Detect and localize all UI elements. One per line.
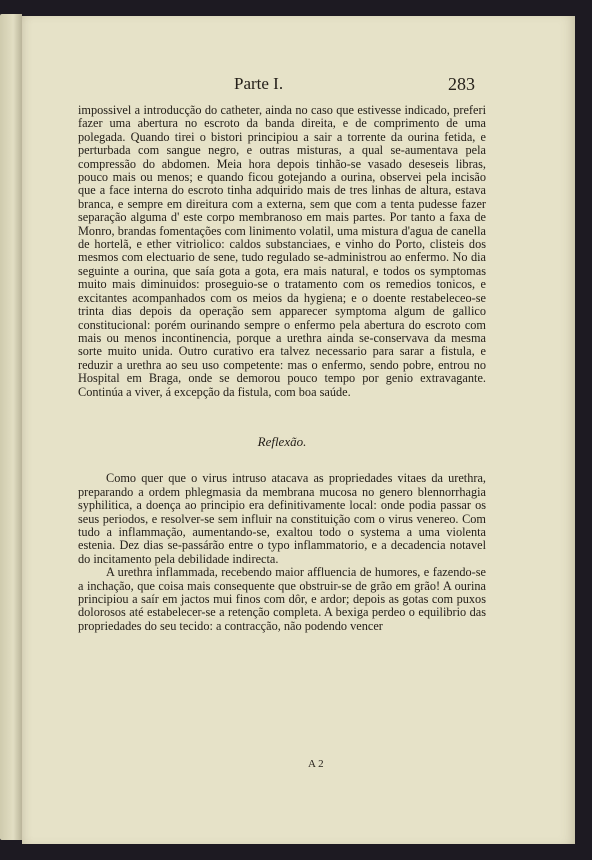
running-head: Parte I. xyxy=(234,74,284,93)
page-number: 283 xyxy=(448,74,475,94)
paragraph: impossivel a introducção do catheter, ainda no caso que estivesse indicado, preferi fazer uma abertura no escroto da banda direita, e de comprimento de uma polegada. Quando tirei o bistori principiou a sair a torrente da ourina fetida, e perturbada com sangue negro, e outras misturas, a qual se-aumentava pela compressão do abdomen. Meia hora depois tinhão-se vasado deseseis libras, pouco mais ou menos; e quando ficou gotejando a ourina, observei pela incisão que a face interna do escroto tinha adquirido mais de tres linhas de altura, estava branca, e sempre em direitura com a externa, sem que com a tenta pudesse fazer separação alguma d' este corpo membranoso em mais partes. Por tanto a faxa de Monro, brandas fomentações com linimento volatil, uma mistura d'agua de canella de hortelã, e ether vitriolico: caldos substanciaes, e vinho do Porto, clisteis dos mesmos com electuario de sene, tudo regulado se-administrou ao enfermo. No dia seguinte a ourina, que saía gota a gota, era mais natural, e todos os symptomas muito mais diminuidos: proseguio-se o tratamento com os remedios tonicos, e excitantes acompanhados com os meios da hygiena; e o doente restabeleceo-se trinta dias depois da operação sem apparecer symptoma algum de gallico constitucional: porém ourinando sempre o enfermo pela abertura do escroto com mais ou menos incontinencia, porque a urethra ainda se-conservava da mesma sorte muito unida. Outro curativo era talvez necessario para sarar a fistula, e reduzir a urethra ao seu uso competente: mas o enfermo, sendo pobre, entrou no Hospital em Braga, onde se demorou pouco tempo por genio extravagante. Continúa a viver, á excepção da fistula, com boa saúde. xyxy=(78,103,486,399)
paragraph: Como quer que o virus intruso atacava as propriedades vitaes da urethra, preparando a ordem phlegmasia da membrana mucosa no genero blennorrhagia syphilitica, a doença ao principio era definitivamente local: onde podia passar os seus periodos, e resolver-se sem influir na constituição com o virus venereo. Com tudo a inflammação, aumentando-se, exaltou todo o systema a uma violenta estenia. Dez dias se-passárão entre o typo inflammatorio, e a decadencia notavel do incitamento pela debilidade indirecta. xyxy=(78,471,486,566)
body-text xyxy=(78,104,486,633)
signature-mark: A 2 xyxy=(308,758,324,770)
book-edge xyxy=(0,14,22,840)
page-header xyxy=(22,74,575,104)
page-sheet xyxy=(22,16,575,844)
paragraph: A urethra inflammada, recebendo maior affluencia de humores, e fazendo-se a inchação, que coisa mais consequente que obstruir-se de grão em grão! A ourina principiou a saír em jactos mui finos com dôr, e ardor; depois as gotas com puxos dolorosos até estabelecer-se a retenção completa. A bexiga perdeo o equilibrio das propriedades do seu tecido: a contracção, não podendo vencer xyxy=(78,565,486,633)
section-title: Reflexão. xyxy=(257,433,307,449)
